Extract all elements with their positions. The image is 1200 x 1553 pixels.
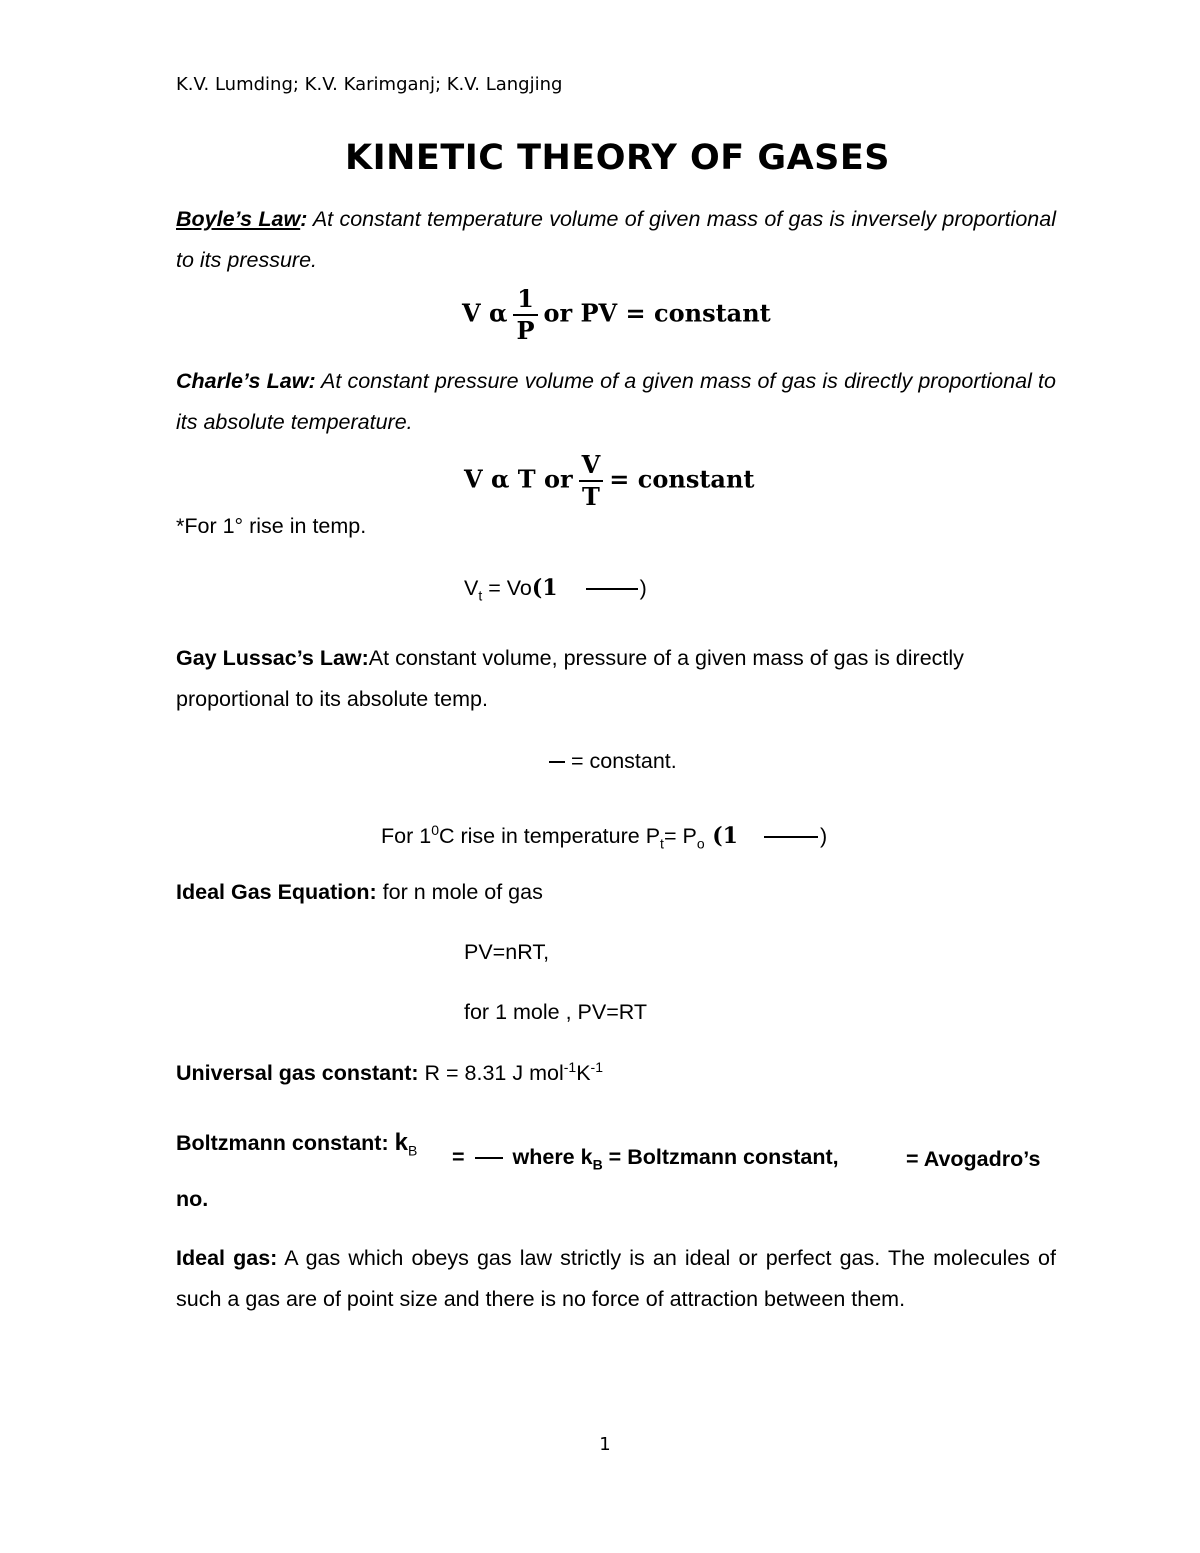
rise-sub-o: o — [696, 835, 705, 852]
ideal-gas-equation-text: for n mole of gas — [376, 880, 543, 904]
boltzmann-avogadro-no: no. — [176, 1187, 209, 1211]
boyle-formula-lhs: V α — [462, 298, 508, 328]
gay-lussac-text: At constant volume, pressure of a given mass of gas is directly proportional to its absolute temp. — [176, 646, 964, 711]
charles-note: *For 1° rise in temp. — [176, 514, 367, 538]
rise-close: ) — [820, 824, 828, 849]
charles-fraction-numerator: V — [581, 450, 601, 479]
gay-lussac-rise-equation — [381, 822, 827, 851]
boyle-fraction-numerator: 1 — [517, 284, 534, 313]
ideal-gas-equation-1-mole: for 1 mole , PV=RT — [464, 1000, 648, 1024]
charles-law-colon: : — [308, 369, 316, 393]
vt-fraction-line — [586, 588, 638, 590]
boyle-fraction-denominator: P — [513, 314, 537, 346]
boyle-law-text: At constant temperature volume of given mass of gas is inversely proportional to its pressure. — [176, 207, 1056, 272]
gay-lussac-term: Gay Lussac’s Law: — [176, 646, 369, 670]
ideal-gas-term: Ideal gas: — [176, 1246, 278, 1270]
universal-sup-2: -1 — [590, 1059, 603, 1075]
boyle-law-colon: : — [300, 207, 308, 231]
ideal-gas-equation-term: Ideal Gas Equation: — [176, 880, 377, 904]
boltzmann-definition — [452, 1145, 839, 1172]
charles-formula-lhs: V α T or — [464, 464, 573, 494]
vt-open: (1 — [531, 575, 558, 601]
charles-fraction — [579, 450, 604, 512]
boyle-law-term: Boyle’s Law — [176, 207, 301, 231]
rise-text2: C rise in temperature P — [438, 824, 661, 849]
universal-gas-constant-term: Universal gas constant: — [176, 1061, 419, 1086]
charles-formula — [464, 450, 755, 512]
ideal-gas-equation-line — [176, 880, 543, 905]
boltzmann-equals: = — [452, 1145, 471, 1169]
gay-lussac-constant — [549, 749, 677, 774]
charles-vt-equation — [464, 575, 647, 603]
charles-fraction-denominator: T — [579, 480, 604, 512]
boltzmann-rest: = Boltzmann constant, — [602, 1145, 839, 1169]
ideal-gas-equation-n-mole: PV=nRT, — [464, 940, 550, 964]
universal-sup-1: -1 — [563, 1059, 577, 1075]
boltzmann-where: where k — [506, 1145, 593, 1169]
rise-text3: = P — [663, 824, 697, 849]
boyle-formula — [462, 284, 771, 346]
gay-lussac-fraction-line — [549, 761, 565, 763]
vt-close: ) — [639, 576, 647, 600]
universal-gas-constant-value: R = 8.31 J mol — [418, 1061, 564, 1086]
charles-formula-rhs: = constant — [609, 464, 755, 494]
boyle-formula-rhs: or PV = constant — [543, 298, 771, 328]
page-header: K.V. Lumding; K.V. Karimganj; K.V. Langjing — [176, 74, 563, 95]
universal-gas-constant-line — [176, 1059, 603, 1086]
boyle-law-paragraph — [176, 199, 1056, 281]
boltzmann-constant-line — [176, 1129, 417, 1158]
rise-open: (1 — [704, 823, 738, 850]
charles-law-paragraph — [176, 361, 1056, 443]
universal-k: K — [576, 1061, 591, 1086]
gay-lussac-paragraph — [176, 638, 1056, 720]
vt-symbol: V — [464, 576, 479, 600]
boltzmann-term: Boltzmann constant: — [176, 1131, 395, 1155]
vt-equals: = Vo — [482, 576, 532, 600]
rise-text: For 1 — [381, 824, 432, 849]
gay-lussac-constant-text: = constant. — [565, 749, 677, 773]
page-title: KINETIC THEORY OF GASES — [345, 138, 890, 178]
ideal-gas-paragraph — [176, 1238, 1056, 1320]
rise-sub-t: t — [660, 835, 664, 852]
vt-subscript: t — [478, 587, 483, 604]
charles-law-term: Charle’s Law — [176, 369, 309, 393]
boltzmann-avogadro: = Avogadro’s — [906, 1147, 1041, 1171]
ideal-gas-text: A gas which obeys gas law strictly is an ideal or perfect gas. The molecules of such a gas are of point size and there is no force of attraction between them. — [176, 1246, 1056, 1311]
boltzmann-k: k — [394, 1129, 408, 1156]
boltzmann-k-sub: B — [407, 1142, 418, 1159]
rise-fraction-line — [764, 836, 818, 838]
boyle-fraction — [513, 284, 537, 346]
charles-law-text: At constant pressure volume of a given mass of gas is directly proportional to its absolute temperature. — [176, 369, 1056, 434]
page-number: 1 — [599, 1434, 611, 1455]
boltzmann-where-sub: B — [592, 1156, 603, 1173]
boltzmann-fraction-line — [475, 1157, 503, 1159]
rise-degree: 0 — [431, 822, 439, 838]
